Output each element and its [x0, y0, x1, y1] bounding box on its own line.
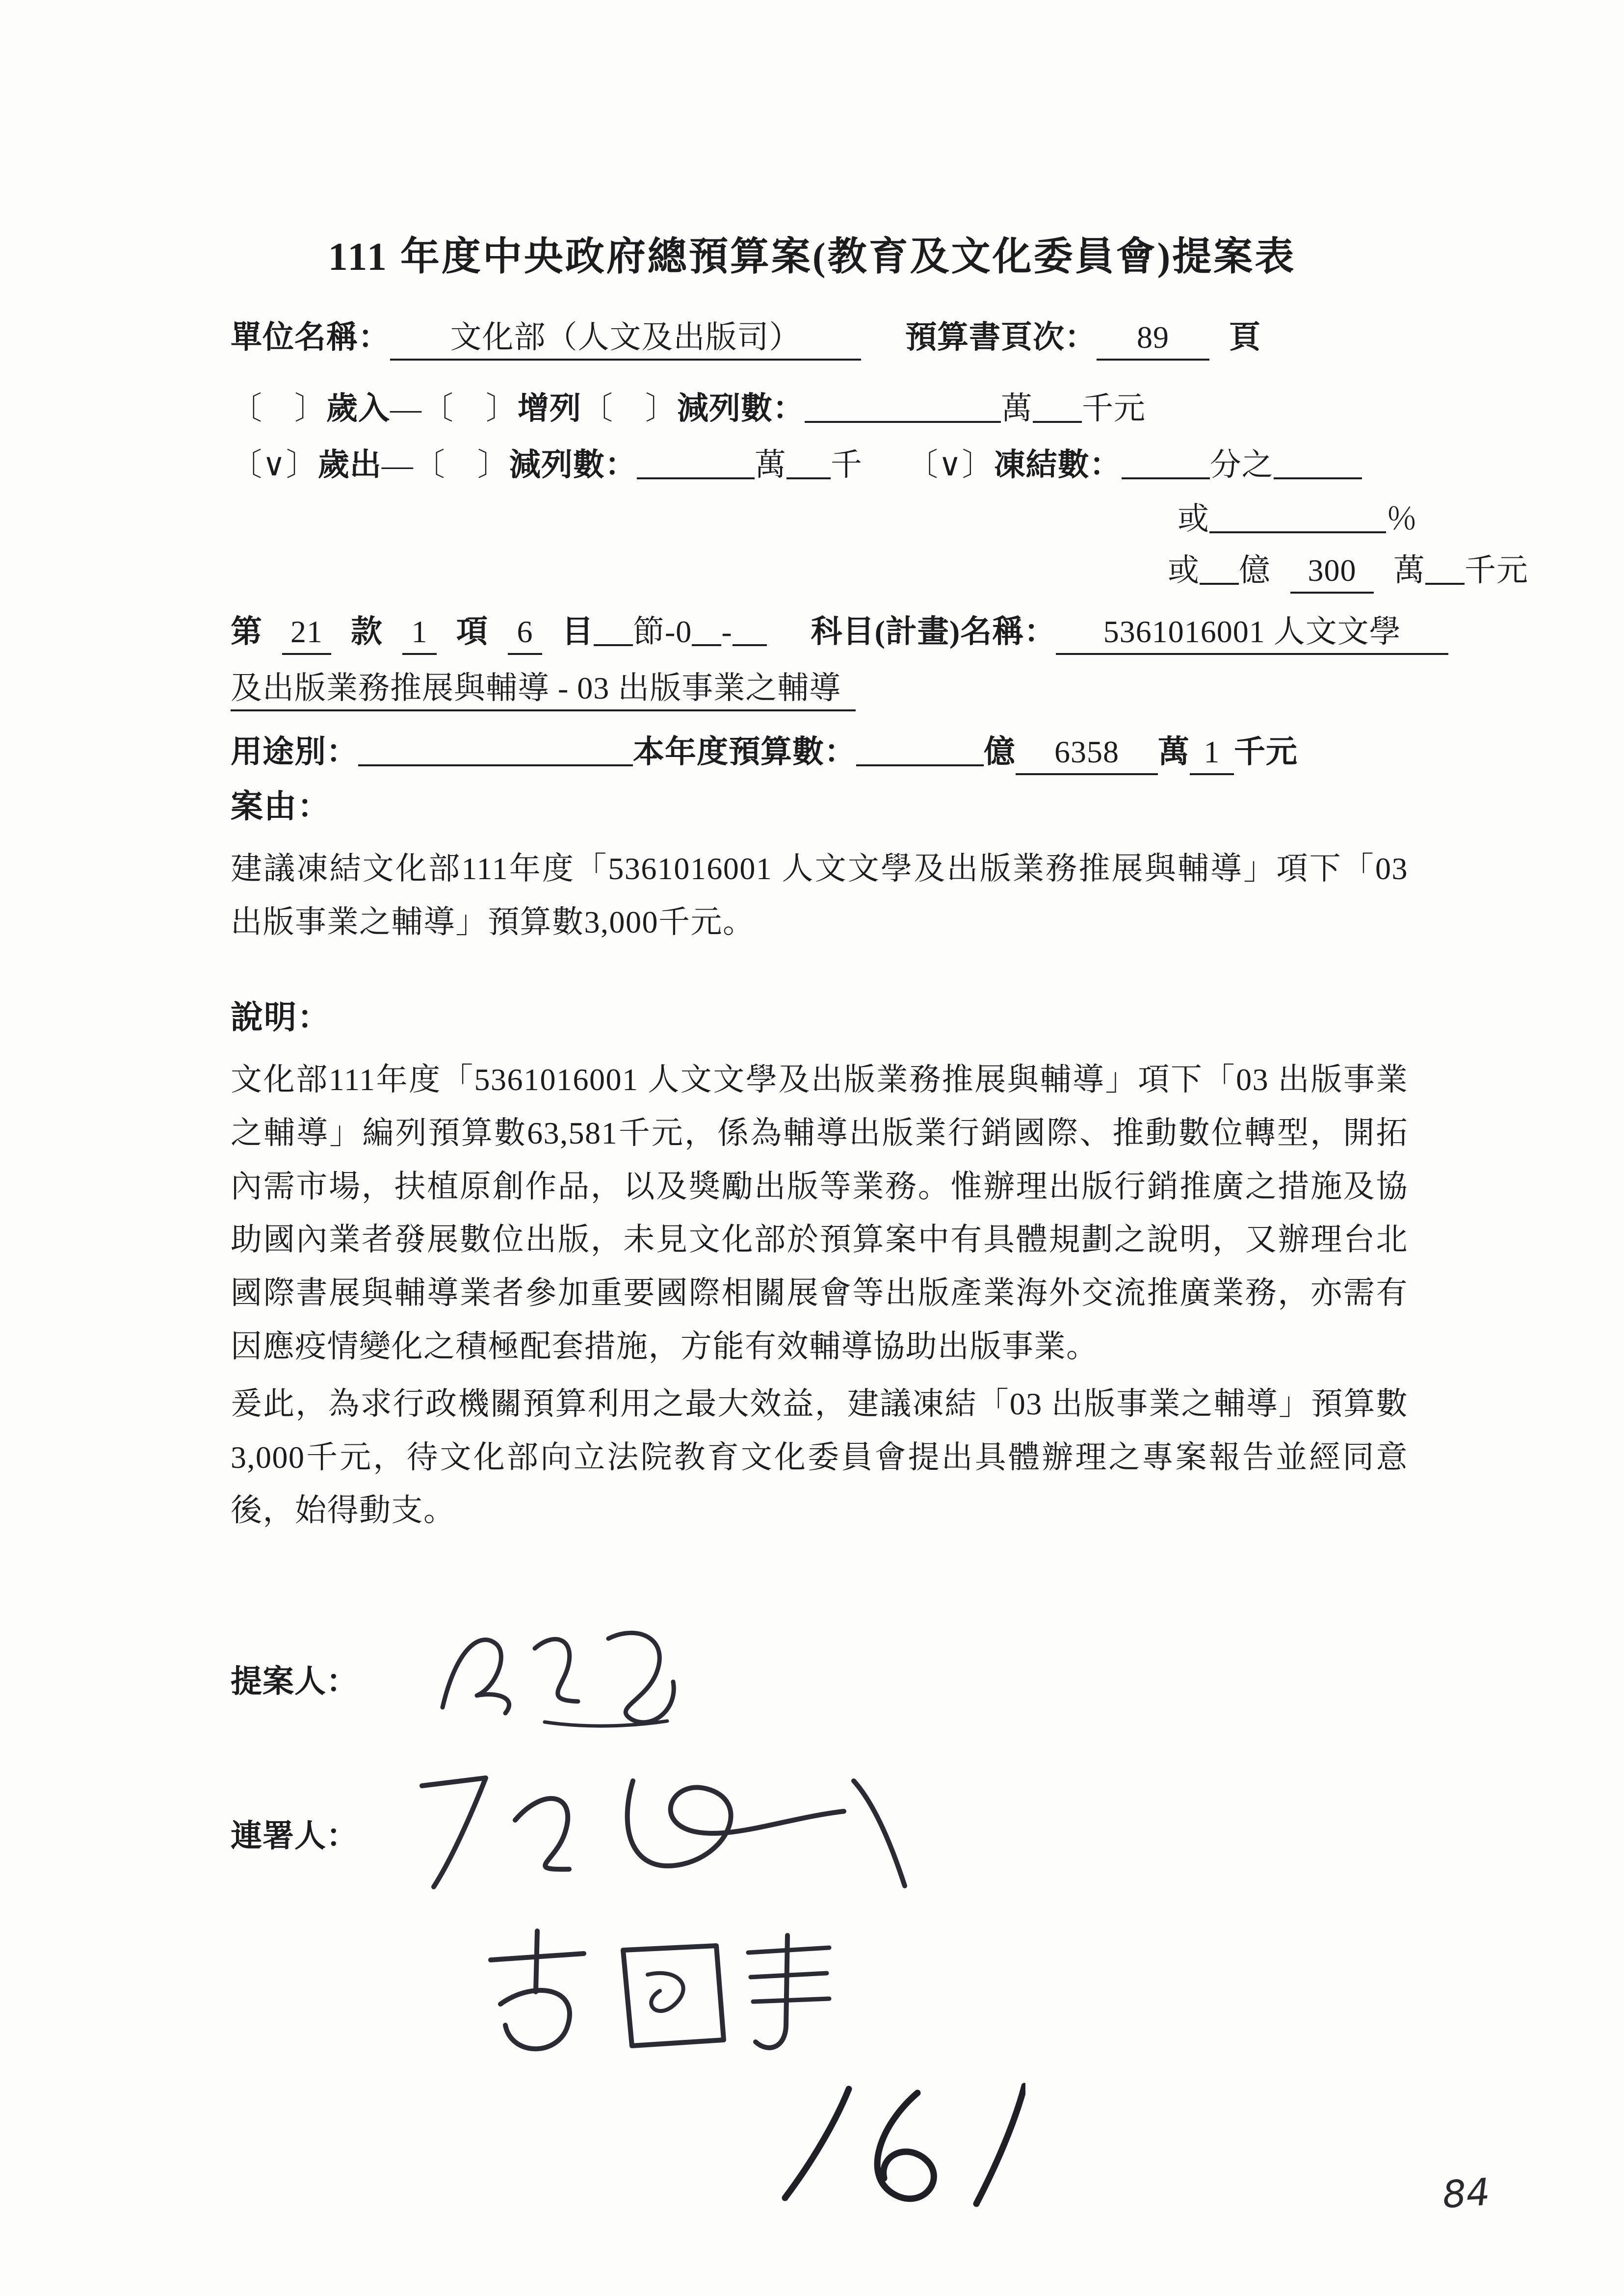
- xiang-label: 項: [456, 614, 488, 649]
- checkbox-decrease-unchecked: 〔 〕: [413, 447, 509, 482]
- kuan-number: 21: [282, 611, 331, 655]
- usage-row: [231, 731, 1298, 775]
- revenue-label: 歲入: [326, 391, 390, 426]
- expenditure-label: 歲出: [317, 447, 382, 482]
- unit-qianyuan: 千元: [1082, 391, 1146, 426]
- increase-label: 增列: [518, 391, 581, 426]
- decrease-label: 減列數：: [509, 447, 637, 482]
- explanation-paragraph-2: 爰此，為求行政機關預算利用之最大效益，建議凍結「03 出版事業之輔導」預算數3,000千元，待文化部向立法院教育文化委員會提出具體辦理之專案報告並經同意後，始得動支。: [231, 1386, 1408, 1528]
- item-row: [231, 611, 1448, 655]
- or-amount-row: [1168, 549, 1528, 594]
- subject-name-value-line1: 5361016001 人文文學: [1056, 611, 1448, 655]
- budget-amount-wan: 6358: [1016, 731, 1158, 775]
- explanation-section: [231, 996, 1408, 1541]
- signature-cosigner-1: [402, 1747, 922, 1904]
- handwritten-number: [751, 2075, 1025, 2222]
- jie-label: 節-0: [633, 614, 692, 649]
- kuan-label: 款: [351, 614, 383, 649]
- explanation-heading: 說明：: [231, 1000, 331, 1036]
- blank-usage: [358, 735, 633, 766]
- proposer-label: 提案人：: [231, 1664, 358, 1699]
- percent-sign: ％: [1386, 501, 1418, 536]
- checkbox-freeze-checked: 〔∨〕: [906, 447, 994, 482]
- subject-continuation-row: [231, 667, 856, 711]
- or-percent-row: [1178, 498, 1418, 540]
- budget-page-value: 89: [1097, 316, 1209, 361]
- unit-wan: 萬: [1393, 553, 1425, 588]
- blank-qian: [1425, 553, 1465, 585]
- mu-number: 6: [508, 611, 542, 655]
- form-title: 111 年度中央政府總預算案(教育及文化委員會)提案表: [328, 235, 1296, 279]
- budget-page-unit: 頁: [1229, 320, 1261, 355]
- signature-cosigner-2: [466, 1913, 849, 2075]
- blank-fraction-num: [1122, 448, 1210, 479]
- unit-yi: 億: [984, 734, 1016, 769]
- blank-jie3: [733, 615, 767, 646]
- or-label: 或: [1178, 501, 1209, 536]
- unit-row: [231, 316, 1261, 361]
- or-label: 或: [1168, 553, 1200, 588]
- explanation-paragraph-1: 文化部111年度「5361016001 人文文學及出版業務推展與輔導」項下「03 出版事業之輔導」編列預算數63,581千元，係為輔導出版業行銷國際、推動數位轉型，開拓內需市場，扶植原創作品，以及獎勵出版等業務。惟辦理出版行銷推廣之措施及協助國內業者發展數位出版，未見文化部於預算案中有具體規劃之說明，又辦理台北國際書展與輔導業者參加重要國際相關展會等出版產業海外交流推廣業務，亦需有因應疫情變化之積極配套措施，方能有效輔導協助出版事業。: [231, 1062, 1408, 1364]
- budget-page-label: 預算書頁次：: [905, 320, 1097, 355]
- subject-name-label: 科目(計畫)名稱：: [811, 614, 1056, 649]
- unit-yi: 億: [1239, 553, 1271, 588]
- unit-name-value: 文化部（人文及出版司）: [390, 316, 861, 361]
- signature-proposer: [422, 1604, 697, 1751]
- blank-yi: [1200, 553, 1239, 585]
- decrease-label: 減列數：: [677, 391, 805, 426]
- checkbox-increase-unchecked: 〔 〕: [422, 391, 518, 426]
- checkbox-decrease-unchecked: 〔 〕: [581, 391, 677, 426]
- blank-jie2: [692, 615, 721, 646]
- unit-wan: 萬: [754, 447, 786, 482]
- checkbox-expenditure-checked: 〔∨〕: [231, 447, 318, 482]
- freeze-label: 凍結數：: [994, 447, 1122, 482]
- unit-qian: 千: [830, 447, 863, 482]
- case-heading: 案由：: [231, 789, 331, 825]
- subject-name-value-line2: 及出版業務推展與輔導 - 03 出版事業之輔導: [231, 667, 856, 711]
- annual-budget-label: 本年度預算數：: [633, 734, 856, 769]
- unit-name-label: 單位名稱：: [231, 320, 390, 355]
- freeze-amount-wan: 300: [1290, 549, 1374, 594]
- unit-qianyuan: 千元: [1465, 553, 1528, 588]
- usage-label: 用途別：: [231, 734, 358, 769]
- budget-amount-qian: 1: [1190, 731, 1234, 775]
- fenzhi-label: 分之: [1209, 447, 1274, 482]
- blank-amount: [805, 391, 1001, 423]
- unit-wan: 萬: [1158, 734, 1190, 769]
- blank-amount-small: [1033, 391, 1082, 423]
- revenue-row: [231, 388, 1146, 430]
- hyphen: -: [721, 614, 733, 649]
- blank-jie: [594, 615, 633, 646]
- page-number: 84: [1441, 2169, 1492, 2217]
- case-body: 建議凍結文化部111年度「5361016001 人文文學及出版業務推展與輔導」項下「03 出版事業之輔導」預算數3,000千元。: [231, 851, 1408, 939]
- di-label: 第: [231, 614, 262, 649]
- mu-label: 目: [562, 614, 594, 649]
- blank-percent: [1209, 502, 1386, 533]
- blank-amount: [637, 448, 755, 479]
- unit-wan: 萬: [1001, 391, 1033, 426]
- blank-yi: [856, 735, 984, 766]
- blank-fraction-den: [1274, 448, 1362, 479]
- checkbox-revenue-unchecked: 〔 〕: [231, 391, 326, 426]
- case-section: [231, 785, 1408, 953]
- dash: —: [390, 391, 422, 426]
- expenditure-row: [231, 444, 1362, 486]
- blank-amount-small: [786, 448, 831, 479]
- dash: —: [381, 447, 414, 482]
- cosigner-label: 連署人：: [231, 1819, 358, 1853]
- unit-qianyuan: 千元: [1234, 734, 1298, 769]
- xiang-number: 1: [402, 611, 437, 655]
